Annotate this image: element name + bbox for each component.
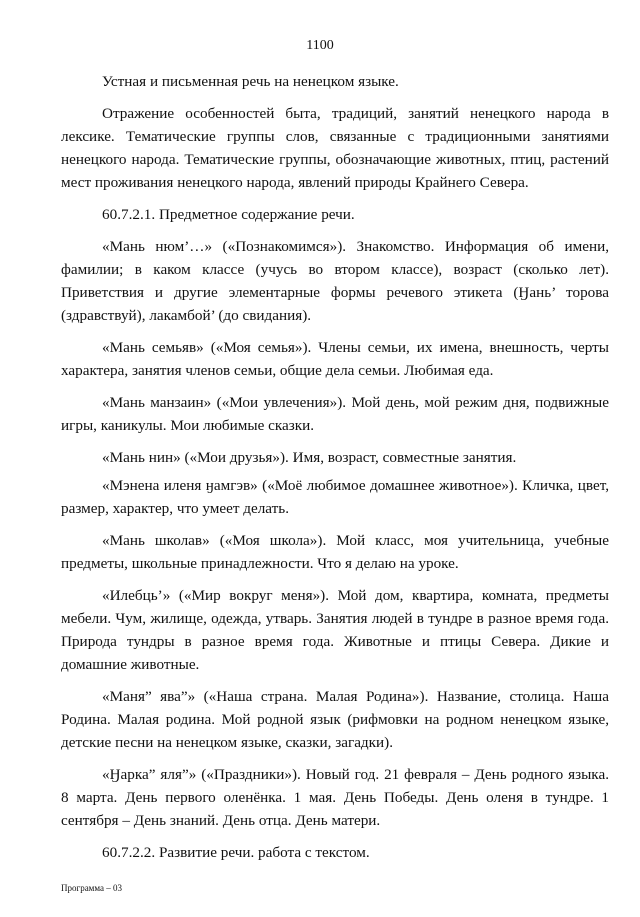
paragraph-topic-family: «Мань семьяв» («Моя семья»). Члены семьи, их имена, внешность, черты характера, занятия членов семьи, общие дела семьи. Любимая еда.: [61, 339, 609, 379]
page-number: 1100: [306, 38, 334, 53]
page-footer: Программа – 03: [61, 883, 123, 893]
paragraph-topic-holidays: «Ӈарка” яля”» («Праздники»). Новый год. 21 февраля – День родного языка. 8 марта. День первого оленёнка. 1 мая. День Победы. День оленя в тундре. 1 сентября – День знаний. День отца. День матери.: [61, 766, 609, 829]
paragraph-topic-homeland: «Маня” ява”» («Наша страна. Малая Родина»). Название, столица. Наша Родина. Малая родина. Мой родной язык (рифмовки на родном ненецком языке, детские песни на ненецком языке, сказки, загадки).: [61, 688, 609, 751]
paragraph-topic-acquaintance: «Мань нюм’…» («Познакомимся»). Знакомство. Информация об имени, фамилии; в каком классе (учусь во втором классе), возраст (сколько лет). Приветствия и другие элементарные формы речевого этикета (Ӈань’ торова (здравствуй), лакамбой’ (до свидания).: [61, 238, 609, 324]
section-heading-speech-development: 60.7.2.2. Развитие речи. работа с текстом.: [102, 844, 370, 861]
paragraph-topic-friends: «Мань нин» («Мои друзья»). Имя, возраст, совместные занятия.: [102, 449, 517, 466]
paragraph-oral-written-speech: Устная и письменная речь на ненецком языке.: [102, 73, 399, 90]
body-text: [61, 70, 609, 873]
paragraph-topic-pet: «Мэнена иленя ӈамгэв» («Моё любимое домашнее животное»). Кличка, цвет, размер, характер, что умеет делать.: [61, 477, 609, 517]
paragraph-topic-world-around: «Илебць’» («Мир вокруг меня»). Мой дом, квартира, комната, предметы мебели. Чум, жилище, одежда, утварь. Занятия людей в тундре в разное время года. Природа тундры в разное время года. Животные и птицы Севера. Дикие и домашние животные.: [61, 587, 609, 673]
section-heading-speech-content: 60.7.2.1. Предметное содержание речи.: [102, 206, 355, 223]
paragraph-lexicon-themes: Отражение особенностей быта, традиций, занятий ненецкого народа в лексике. Тематические группы слов, связанные с традиционными занятиями ненецкого народа. Тематические группы, обозначающие животных, птиц, растений мест проживания ненецкого народа, явлений природы Крайнего Севера.: [61, 105, 609, 191]
paragraph-topic-hobbies: «Мань манзаин» («Мои увлечения»). Мой день, мой режим дня, подвижные игры, каникулы. Мои любимые сказки.: [61, 394, 609, 434]
paragraph-topic-school: «Мань школав» («Моя школа»). Мой класс, моя учительница, учебные предметы, школьные принадлежности. Что я делаю на уроке.: [61, 532, 609, 572]
